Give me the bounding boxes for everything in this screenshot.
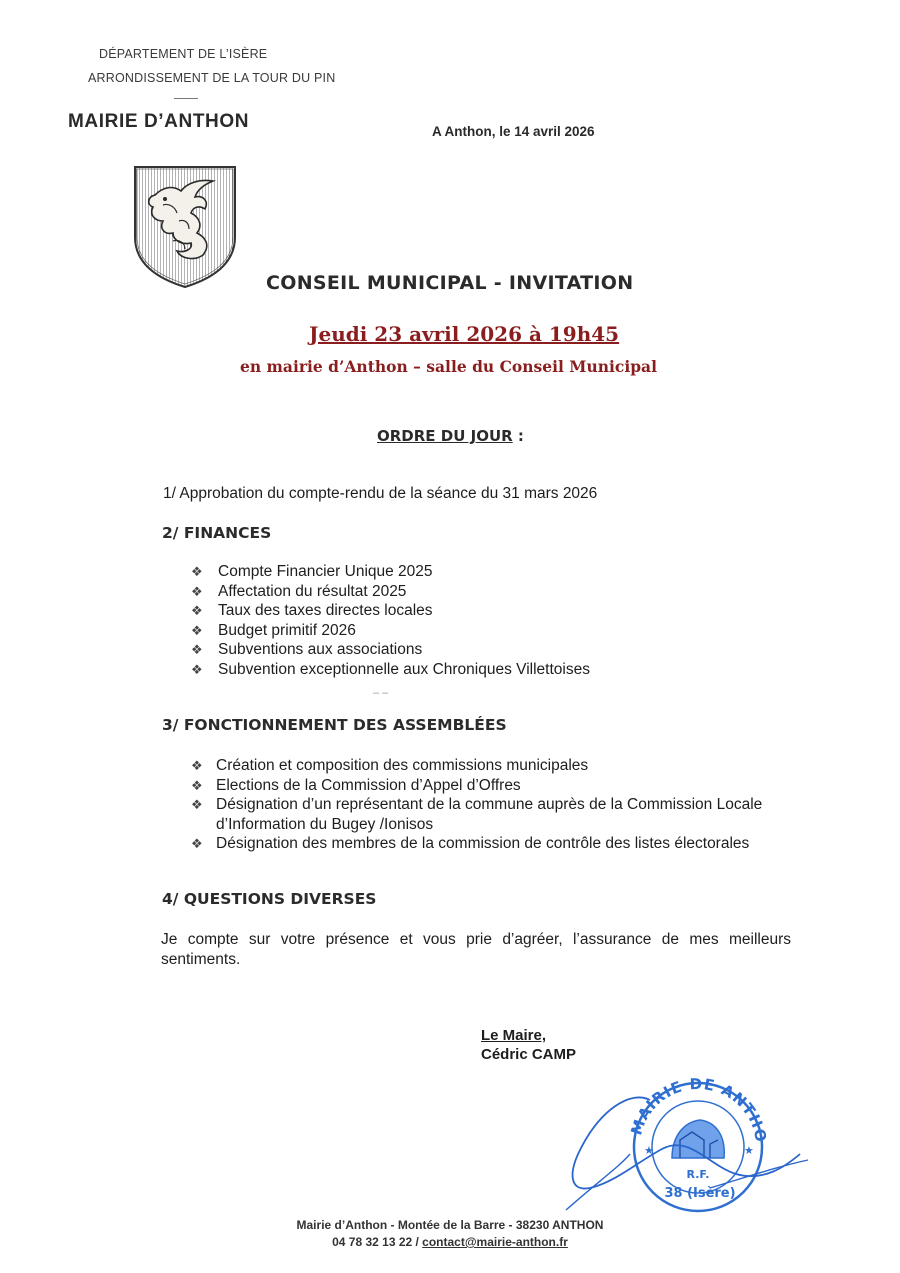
agenda-heading	[377, 427, 524, 445]
section-separator: – –	[373, 687, 389, 699]
finances-list	[191, 562, 751, 679]
list-item	[191, 756, 811, 776]
list-item	[191, 601, 751, 621]
place-date: A Anthon, le 14 avril 2026	[432, 124, 595, 139]
arrondissement-label: ARRONDISSEMENT DE LA TOUR DU PIN	[88, 71, 336, 85]
list-item	[191, 776, 811, 796]
agenda-heading-text: ORDRE DU JOUR	[377, 427, 513, 445]
list-item-text: Affectation du résultat 2025	[218, 582, 407, 600]
agenda-item-1: 1/ Approbation du compte-rendu de la séance du 31 mars 2026	[163, 485, 598, 502]
list-item	[191, 562, 751, 582]
footer-address: Mairie d’Anthon - Montée de la Barre - 38230 ANTHON	[296, 1218, 604, 1232]
section-questions-title: 4/ QUESTIONS DIVERSES	[162, 890, 377, 908]
list-item	[191, 640, 751, 660]
list-item	[191, 582, 751, 602]
diamond-bullet-icon: ❖	[191, 583, 203, 599]
list-item	[191, 795, 811, 834]
signature-role: Le Maire,	[481, 1027, 547, 1044]
coat-of-arms-icon	[133, 165, 237, 289]
closing-paragraph: Je compte sur votre présence et vous prie d’agréer, l’assurance de mes meilleurs sentiments.	[161, 931, 791, 968]
diamond-bullet-icon: ❖	[191, 642, 203, 657]
list-item	[191, 660, 751, 680]
star-icon: ★	[644, 1145, 654, 1157]
footer-contact	[0, 1235, 900, 1249]
svg-text:MAIRIE DE ANTHON	[560, 1070, 770, 1144]
meeting-place: en mairie d’Anthon – salle du Conseil Municipal	[240, 357, 657, 376]
diamond-bullet-icon: ❖	[191, 758, 203, 773]
list-item-text: Désignation d’un représentant de la commune auprès de la Commission Locale d’Information du Bugey /Ionisos	[216, 796, 763, 833]
diamond-bullet-icon: ❖	[191, 836, 203, 851]
official-stamp	[560, 1070, 810, 1220]
mairie-name: MAIRIE D’ANTHON	[68, 111, 250, 132]
footer-email-link[interactable]: contact@mairie-anthon.fr	[422, 1235, 568, 1249]
list-item	[191, 621, 751, 641]
diamond-bullet-icon: ❖	[191, 622, 203, 638]
list-item-text: Désignation des membres de la commission de contrôle des listes électorales	[216, 835, 750, 852]
footer-phone: 04 78 32 13 22 /	[332, 1235, 423, 1249]
list-item-text: Taux des taxes directes locales	[218, 602, 433, 619]
list-item-text: Budget primitif 2026	[218, 621, 356, 639]
diamond-bullet-icon: ❖	[191, 777, 203, 793]
list-item-text: Subvention exceptionnelle aux Chroniques Villettoises	[218, 660, 590, 678]
list-item-text: Subventions aux associations	[218, 641, 423, 658]
stamp-bottom-text: 38 (Isère)	[664, 1186, 736, 1201]
list-item-text: Elections de la Commission d’Appel d’Offres	[216, 776, 521, 794]
page-title: CONSEIL MUNICIPAL - INVITATION	[266, 272, 634, 294]
section-assemblees-title: 3/ FONCTIONNEMENT DES ASSEMBLÉES	[162, 716, 507, 734]
agenda-heading-suffix: :	[512, 427, 524, 445]
meeting-date: Jeudi 23 avril 2026 à 19h45	[309, 322, 620, 346]
list-item-text: Création et composition des commissions municipales	[216, 757, 589, 774]
diamond-bullet-icon: ❖	[191, 603, 203, 618]
star-icon: ★	[744, 1145, 754, 1157]
list-item-text: Compte Financier Unique 2025	[218, 563, 433, 580]
departement-label: DÉPARTEMENT DE L’ISÈRE	[99, 47, 268, 61]
section-finances-title: 2/ FINANCES	[162, 524, 272, 542]
assemblees-list	[191, 756, 811, 854]
header-divider	[174, 98, 198, 99]
signature-name: Cédric CAMP	[481, 1046, 577, 1063]
diamond-bullet-icon: ❖	[191, 564, 203, 579]
list-item	[191, 834, 811, 854]
diamond-bullet-icon: ❖	[191, 661, 203, 677]
stamp-center-text: R.F.	[686, 1168, 710, 1181]
diamond-bullet-icon: ❖	[191, 797, 203, 812]
stamp-ring-text: MAIRIE DE ANTHO	[627, 1074, 771, 1145]
